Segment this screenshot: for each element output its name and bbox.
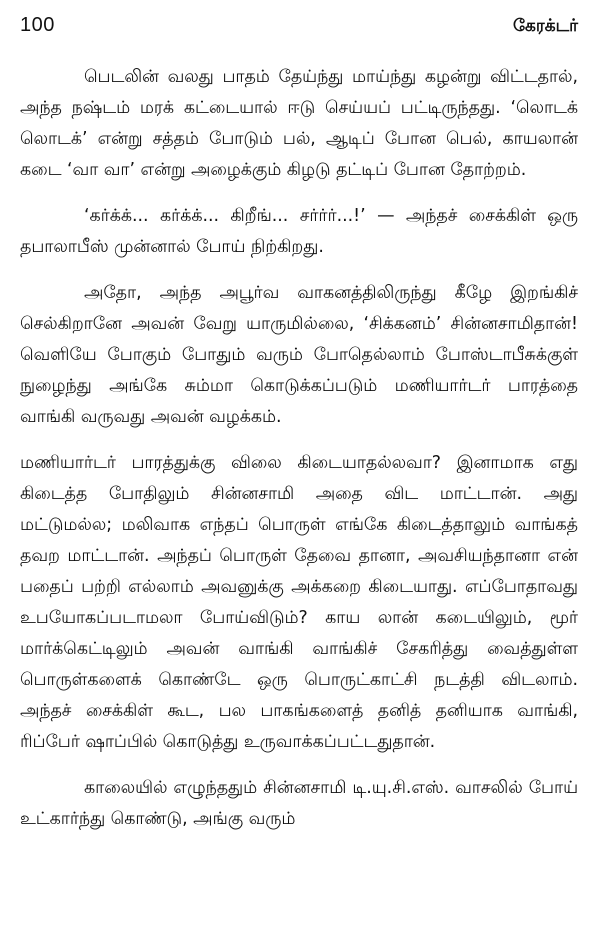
body-text [20,62,578,835]
paragraph-4: மணியார்டர் பாரத்துக்கு விலை கிடையாதல்லவா? இனாமாக எது கிடைத்த போதிலும் சின்னசாமி அதை விட மாட்டான். அது மட்டுமல்ல; மலிவாக எந்தப் பொருள் எங்கே கிடைத்தாலும் வாங்கத் தவற மாட்டான். அந்தப் பொருள் தேவை தானா, அவசியந்தானா என் பதைப் பற்றி எல்லாம் அவனுக்கு அக்கறை கிடையாது. எப்போதாவது உபயோகப்படாமலா போய்விடும்? காய லான் கடையிலும், மூர் மார்க்கெட்டிலும் அவன் வாங்கி வாங்கிச் சேகரித்து வைத்துள்ள பொருள்களைக் கொண்டே ஒரு பொருட்காட்சி நடத்தி விடலாம். அந்தச் சைக்கிள் கூட, பல பாகங்களைத் தனித் தனியாக வாங்கி, ரிப்பேர் ஷாப்பில் கொடுத்து உருவாக்கப்பட்டதுதான். [20,453,578,752]
running-title: கேரக்டர் [512,16,578,36]
page-header [20,14,578,50]
page-number: 100 [20,14,55,36]
paragraph-2: ‘கர்க்க்... கர்க்க்... கிறீங்... சர்ர்ர்...!’ — அந்தச் சைக்கிள் ஒரு தபாலாபீஸ் முன்னால் போய் நிற்கிறது. [20,206,578,257]
paragraph-1: பெடலின் வலது பாதம் தேய்ந்து மாய்ந்து கழன்று விட்டதால், அந்த நஷ்டம் மரக் கட்டையால் ஈடு செய்யப் பட்டிருந்தது. ‘லொடக் லொடக்’ என்று சத்தம் போடும் பல், ஆடிப் போன பெல், காயலான் கடை ‘வா வா’ என்று அழைக்கும் கிழடு தட்டிப் போன தோற்றம். [20,67,578,180]
paragraph-3: அதோ, அந்த அபூர்வ வாகனத்திலிருந்து கீழே இறங்கிச் செல்கிறானே அவன் வேறு யாருமில்லை, ‘சிக்கனம்’ சின்னசாமிதான்! வெளியே போகும் போதும் வரும் போதெல்லாம் போஸ்டாபீசுக்குள் நுழைந்து அங்கே சும்மா கொடுக்கப்படும் மணியார்டர் பாரத்தை வாங்கி வருவது அவன் வழக்கம். [20,283,578,427]
paragraph-5: காலையில் எழுந்ததும் சின்னசாமி டி.யு.சி.எஸ். வாசலில் போய் உட்கார்ந்து கொண்டு, அங்கு வரும் [20,778,578,829]
